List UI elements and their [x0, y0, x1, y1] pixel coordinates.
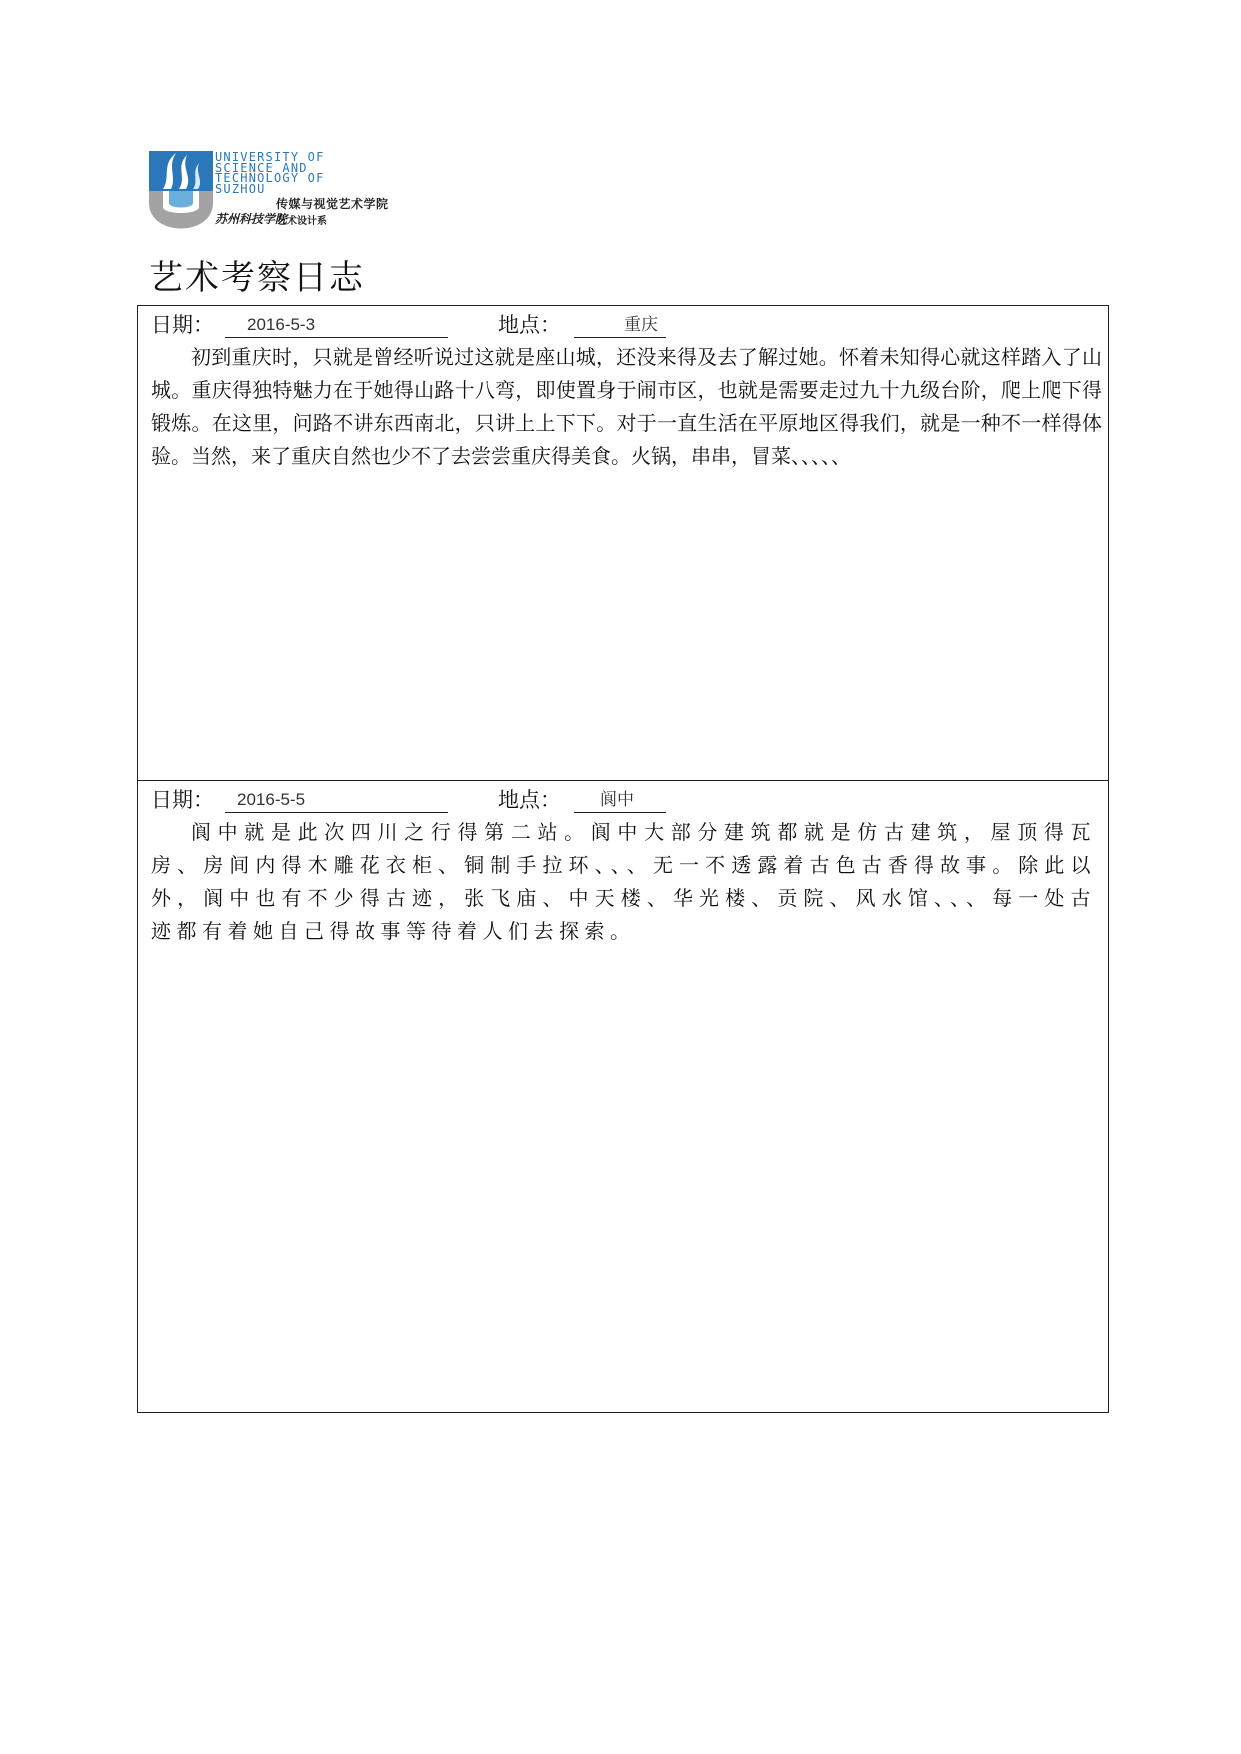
place-value [574, 785, 666, 813]
page-title: 艺术考察日志 [149, 258, 365, 298]
date-text: 2016-5-3 [247, 315, 316, 334]
logo-english-line: SUZHOU [215, 181, 266, 196]
journal-table [137, 305, 1109, 1413]
journal-entry [138, 306, 1108, 780]
department-name: 艺术设计系 [277, 216, 327, 227]
flame-u-emblem-icon [149, 151, 213, 231]
university-logo [149, 151, 439, 231]
journal-entry [138, 780, 1108, 1412]
entry-text: 阆中就是此次四川之行得第二站。阆中大部分建筑都就是仿古建筑，屋顶得瓦房、房间内得木雕花衣柜、铜制手拉环、、、无一不透露着古色古香得故事。除此以外，阆中也有不少得古迹，张飞庙、中天楼、华光楼、贡院、风水馆、、、每一处古迹都有着她自己得故事等待着人们去探索。 [151, 820, 1096, 943]
university-calligraphy: 苏州科技学院 [215, 212, 288, 226]
date-label: 日期： [151, 313, 214, 337]
college-name: 传媒与视觉艺术学院 [276, 197, 389, 211]
logo-english-line: UNIVERSITY OF [215, 150, 325, 164]
date-value [225, 785, 448, 813]
place-label: 地点： [498, 313, 561, 337]
logo-english-line: SCIENCE AND [215, 160, 308, 175]
date-value [225, 310, 448, 338]
place-text: 阆中 [600, 790, 634, 809]
place-value [574, 310, 666, 338]
place-label: 地点： [498, 788, 561, 812]
date-label: 日期： [151, 788, 214, 812]
entry-text: 初到重庆时，只就是曾经听说过这就是座山城，还没来得及去了解过她。怀着未知得心就这样踏入了山城。重庆得独特魅力在于她得山路十八弯，即使置身于闹市区，也就是需要走过九十九级台阶，爬上爬下得锻炼。在这里，问路不讲东西南北，只讲上上下下。对于一直生活在平原地区得我们，就是一种不一样得体验。当然，来了重庆自然也少不了去尝尝重庆得美食。火锅，串串，冒菜、、、、、 [151, 345, 1102, 468]
date-text: 2016-5-5 [237, 790, 306, 809]
logo-english-line: TECHNOLOGY OF [215, 171, 325, 186]
place-text: 重庆 [624, 315, 658, 334]
university-english-name [215, 152, 325, 194]
